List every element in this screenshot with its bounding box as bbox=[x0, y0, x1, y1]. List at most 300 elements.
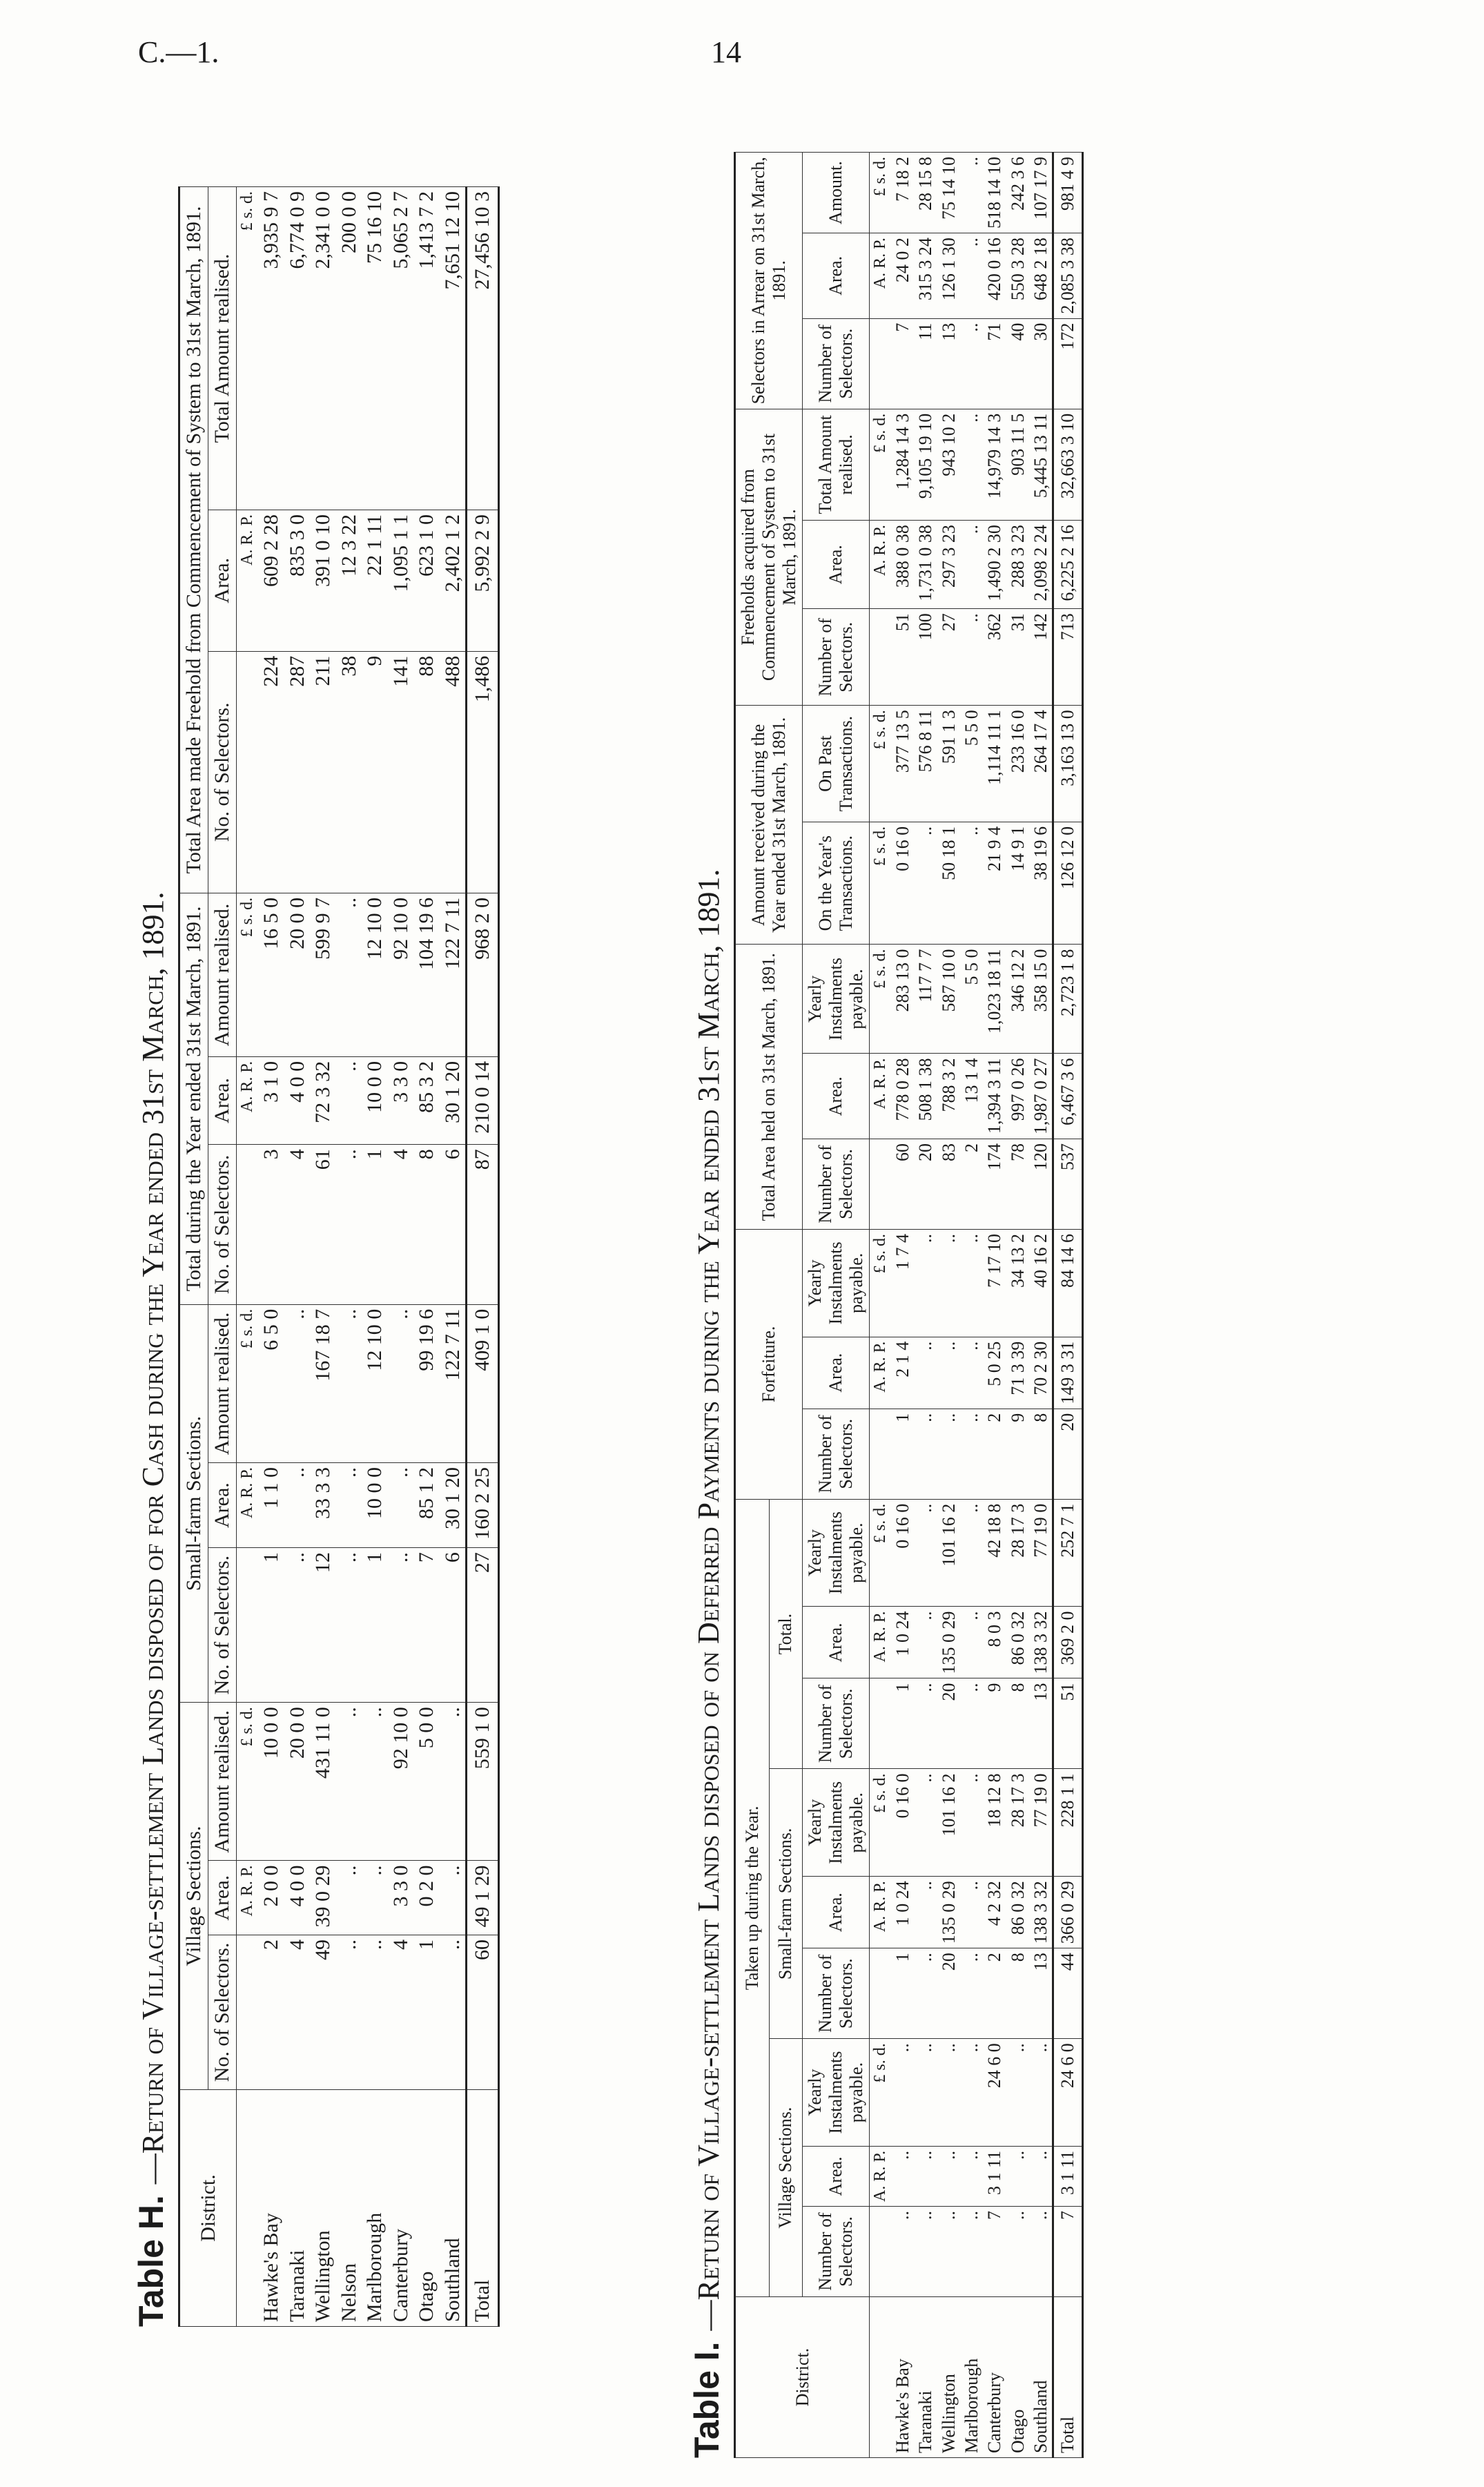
th-area: Area. bbox=[803, 1337, 870, 1409]
table-cell: 297 3 23 bbox=[937, 521, 960, 609]
district-name: Canterbury bbox=[388, 2090, 414, 2327]
table-cell: 30 1 20 bbox=[440, 1463, 467, 1548]
unit-label: A. R. P. bbox=[870, 1877, 892, 1948]
table-cell: 92 10 0 bbox=[388, 1703, 414, 1861]
total-cell: 6,225 2 16 bbox=[1053, 521, 1082, 609]
total-cell: 981 4 9 bbox=[1053, 153, 1082, 233]
table-cell: 78 bbox=[1006, 1139, 1029, 1229]
table-cell: .. bbox=[960, 1607, 983, 1678]
th-amount: Amount realised. bbox=[208, 1703, 237, 1861]
table-cell: 10 0 0 bbox=[362, 1056, 388, 1144]
unit-label bbox=[237, 1145, 259, 1305]
table-row bbox=[284, 187, 311, 2327]
table-cell: 242 3 6 bbox=[1006, 153, 1029, 233]
table-cell: .. bbox=[960, 1678, 983, 1769]
table-h-block bbox=[131, 186, 500, 2327]
total-cell: 27 bbox=[467, 1548, 499, 1703]
total-cell: 228 1 1 bbox=[1053, 1769, 1082, 1877]
table-cell: 3 bbox=[258, 1145, 284, 1305]
total-cell: 3,163 13 0 bbox=[1053, 706, 1082, 822]
table-cell: 0 16 0 bbox=[891, 1499, 914, 1607]
table-cell: 0 16 0 bbox=[891, 1769, 914, 1877]
table-cell: 3 1 11 bbox=[983, 2146, 1006, 2206]
table-cell: 8 0 3 bbox=[983, 1607, 1006, 1678]
unit-label bbox=[237, 2090, 259, 2327]
th-village-sections: Village Sections. bbox=[179, 1703, 208, 2090]
table-cell: 1 7 4 bbox=[891, 1230, 914, 1337]
table-cell: 72 3 32 bbox=[310, 1056, 336, 1144]
table-cell: 6,774 0 9 bbox=[284, 187, 311, 510]
th-area: Area. bbox=[208, 1861, 237, 1935]
table-cell: .. bbox=[960, 521, 983, 609]
th-selectors: Number of Selectors. bbox=[803, 1948, 870, 2039]
table-cell: 99 19 6 bbox=[413, 1304, 440, 1462]
total-cell: 6,467 3 6 bbox=[1053, 1054, 1082, 1139]
total-cell: 1,486 bbox=[467, 651, 499, 893]
table-cell: 18 12 8 bbox=[983, 1769, 1006, 1877]
table-cell: 28 17 3 bbox=[1006, 1769, 1029, 1877]
unit-label bbox=[870, 318, 892, 409]
th-selectors: No. of Selectors. bbox=[208, 651, 237, 893]
table-cell: 101 16 2 bbox=[937, 1499, 960, 1607]
table-cell: 315 3 24 bbox=[914, 233, 937, 319]
table-cell: 6 5 0 bbox=[258, 1304, 284, 1462]
unit-label bbox=[237, 1548, 259, 1703]
th-area: Area. bbox=[803, 233, 870, 319]
table-cell: 508 1 38 bbox=[914, 1054, 937, 1139]
unit-label: £ s. d. bbox=[870, 1230, 892, 1337]
table-cell: .. bbox=[336, 893, 362, 1056]
table-cell: 3 3 0 bbox=[388, 1056, 414, 1144]
unit-label: £ s. d. bbox=[870, 1499, 892, 1607]
table-cell: 28 15 8 bbox=[914, 153, 937, 233]
table-cell: 648 2 18 bbox=[1029, 233, 1053, 319]
th-area: Area. bbox=[208, 1056, 237, 1144]
table-cell: 9,105 19 10 bbox=[914, 409, 937, 520]
table-cell: 4 bbox=[388, 1935, 414, 2089]
table-cell: 518 14 10 bbox=[983, 153, 1006, 233]
th-amount: Amount realised. bbox=[208, 1304, 237, 1462]
th-forfeiture: Forfeiture. bbox=[735, 1230, 803, 1500]
table-cell: 1 bbox=[362, 1145, 388, 1305]
table-cell: 39 0 29 bbox=[310, 1861, 336, 1935]
table-i-label: Table I. bbox=[687, 2341, 726, 2458]
table-cell: 5 5 0 bbox=[960, 945, 983, 1054]
table-cell: .. bbox=[914, 1337, 937, 1409]
total-cell: 32,663 3 10 bbox=[1053, 409, 1082, 520]
table-cell: 1,394 3 11 bbox=[983, 1054, 1006, 1139]
table-cell: 2,098 2 24 bbox=[1029, 521, 1053, 609]
table-cell: 388 0 38 bbox=[891, 521, 914, 609]
table-row bbox=[440, 187, 467, 2327]
total-cell: 27,456 10 3 bbox=[467, 187, 499, 510]
table-cell: 1 0 24 bbox=[891, 1607, 914, 1678]
table-cell: 1 bbox=[362, 1548, 388, 1703]
unit-label: A. R. P. bbox=[870, 1054, 892, 1139]
table-cell: .. bbox=[914, 2039, 937, 2147]
total-cell: 2,723 1 8 bbox=[1053, 945, 1082, 1054]
table-cell: .. bbox=[336, 1145, 362, 1305]
table-cell: 1,114 11 1 bbox=[983, 706, 1006, 822]
table-cell: 0 2 0 bbox=[413, 1861, 440, 1935]
table-i bbox=[734, 152, 1084, 2458]
table-cell: 623 1 0 bbox=[413, 510, 440, 651]
unit-label: A. R. P. bbox=[870, 1337, 892, 1409]
table-cell: .. bbox=[960, 2039, 983, 2147]
table-cell: .. bbox=[937, 1337, 960, 1409]
th-selectors: No. of Selectors. bbox=[208, 1935, 237, 2089]
table-cell: 21 9 4 bbox=[983, 822, 1006, 945]
total-cell: 409 1 0 bbox=[467, 1304, 499, 1462]
th-taken-up: Taken up during the Year. bbox=[735, 1499, 770, 2296]
total-label: Total bbox=[1053, 2297, 1082, 2458]
table-cell: 20 bbox=[914, 1139, 937, 1229]
table-cell: 7 17 10 bbox=[983, 1230, 1006, 1337]
table-row bbox=[914, 153, 937, 2458]
table-cell: .. bbox=[960, 2146, 983, 2206]
th-selectors: Number of Selectors. bbox=[803, 318, 870, 409]
table-cell: 11 bbox=[914, 318, 937, 409]
table-cell: .. bbox=[336, 1861, 362, 1935]
unit-label bbox=[870, 1678, 892, 1769]
table-cell: 431 11 0 bbox=[310, 1703, 336, 1861]
table-cell: 49 bbox=[310, 1935, 336, 2089]
th-selectors: Number of Selectors. bbox=[803, 1409, 870, 1499]
table-cell: .. bbox=[388, 1548, 414, 1703]
unit-label bbox=[870, 1948, 892, 2039]
th-area: Area. bbox=[803, 1877, 870, 1948]
th-amount: Amount realised. bbox=[208, 893, 237, 1056]
unit-label: A. R. P. bbox=[870, 1607, 892, 1678]
table-cell: .. bbox=[891, 2039, 914, 2147]
table-cell: 587 10 0 bbox=[937, 945, 960, 1054]
unit-label bbox=[870, 2206, 892, 2296]
table-cell: .. bbox=[960, 409, 983, 520]
total-row bbox=[1053, 153, 1082, 2458]
table-cell: 77 19 0 bbox=[1029, 1769, 1053, 1877]
table-cell: 117 7 7 bbox=[914, 945, 937, 1054]
table-cell: .. bbox=[960, 1769, 983, 1877]
table-cell: 943 10 2 bbox=[937, 409, 960, 520]
table-cell: 12 bbox=[310, 1548, 336, 1703]
table-cell: .. bbox=[914, 1769, 937, 1877]
table-cell: .. bbox=[914, 1877, 937, 1948]
table-cell: 20 bbox=[937, 1948, 960, 2039]
table-cell: .. bbox=[937, 2146, 960, 2206]
total-label: Total bbox=[467, 2090, 499, 2327]
total-cell: 5,992 2 9 bbox=[467, 510, 499, 651]
table-cell: .. bbox=[937, 2206, 960, 2296]
th-selectors: Number of Selectors. bbox=[803, 2206, 870, 2296]
unit-label: £ s. d. bbox=[237, 1703, 259, 1861]
unit-label: A. R. P. bbox=[237, 510, 259, 651]
units-row bbox=[237, 187, 259, 2327]
table-cell: 30 1 20 bbox=[440, 1056, 467, 1144]
table-cell: .. bbox=[1029, 2206, 1053, 2296]
table-cell: 4 2 32 bbox=[983, 1877, 1006, 1948]
table-cell: .. bbox=[937, 1230, 960, 1337]
table-cell: .. bbox=[960, 2206, 983, 2296]
table-cell: 609 2 28 bbox=[258, 510, 284, 651]
table-cell: 85 3 2 bbox=[413, 1056, 440, 1144]
table-cell: 1,987 0 27 bbox=[1029, 1054, 1053, 1139]
table-cell: 288 3 23 bbox=[1006, 521, 1029, 609]
total-row bbox=[467, 187, 499, 2327]
th-selectors: Number of Selectors. bbox=[803, 1678, 870, 1769]
table-cell: 12 10 0 bbox=[362, 893, 388, 1056]
table-cell: 138 3 32 bbox=[1029, 1877, 1053, 1948]
table-cell: 138 3 32 bbox=[1029, 1607, 1053, 1678]
table-cell: 60 bbox=[891, 1139, 914, 1229]
table-i-title bbox=[687, 152, 727, 2458]
table-cell: .. bbox=[891, 2146, 914, 2206]
table-cell: 22 1 11 bbox=[362, 510, 388, 651]
table-cell: .. bbox=[284, 1463, 311, 1548]
table-cell: 4 bbox=[284, 1145, 311, 1305]
table-cell: 7 18 2 bbox=[891, 153, 914, 233]
table-i-subheader-row bbox=[803, 153, 870, 2458]
unit-label: £ s. d. bbox=[870, 945, 892, 1054]
total-cell: 51 bbox=[1053, 1678, 1082, 1769]
table-cell: 13 bbox=[1029, 1948, 1053, 2039]
th-instalments: Yearly Instalments payable. bbox=[803, 1769, 870, 1877]
total-cell: 20 bbox=[1053, 1409, 1082, 1499]
table-cell: 1 bbox=[891, 1678, 914, 1769]
table-cell: .. bbox=[1029, 2146, 1053, 2206]
table-cell: 28 17 3 bbox=[1006, 1499, 1029, 1607]
table-cell: 7 bbox=[983, 2206, 1006, 2296]
table-cell: 13 bbox=[937, 318, 960, 409]
table-cell: 100 bbox=[914, 609, 937, 706]
total-cell: 559 1 0 bbox=[467, 1703, 499, 1861]
table-cell: 4 bbox=[388, 1145, 414, 1305]
table-cell: 13 1 4 bbox=[960, 1054, 983, 1139]
total-cell: 968 2 0 bbox=[467, 893, 499, 1056]
table-i-block bbox=[687, 152, 1084, 2458]
th-area: Area. bbox=[803, 2146, 870, 2206]
table-cell: 142 bbox=[1029, 609, 1053, 706]
table-cell: 61 bbox=[310, 1145, 336, 1305]
table-cell: .. bbox=[960, 1948, 983, 2039]
table-cell: 550 3 28 bbox=[1006, 233, 1029, 319]
district-name: Otago bbox=[1006, 2297, 1029, 2458]
total-cell: 7 bbox=[1053, 2206, 1082, 2296]
table-cell: .. bbox=[914, 1409, 937, 1499]
table-h-body bbox=[237, 187, 499, 2327]
table-cell: 14,979 14 3 bbox=[983, 409, 1006, 520]
table-cell: .. bbox=[1029, 2039, 1053, 2147]
table-cell: 1,490 2 30 bbox=[983, 521, 1006, 609]
table-cell: 33 3 3 bbox=[310, 1463, 336, 1548]
unit-label: A. R. P. bbox=[870, 521, 892, 609]
table-cell: 7 bbox=[891, 318, 914, 409]
th-smallfarm-sections: Small-farm Sections. bbox=[769, 1769, 802, 2039]
district-name: Wellington bbox=[310, 2090, 336, 2327]
table-cell: .. bbox=[440, 1703, 467, 1861]
unit-label bbox=[237, 651, 259, 893]
table-cell: 420 0 16 bbox=[983, 233, 1006, 319]
table-cell: 141 bbox=[388, 651, 414, 893]
table-row bbox=[1029, 153, 1053, 2458]
th-district: District. bbox=[735, 2297, 870, 2458]
total-cell: 369 2 0 bbox=[1053, 1607, 1082, 1678]
table-cell: .. bbox=[914, 2146, 937, 2206]
table-cell: 122 7 11 bbox=[440, 1304, 467, 1462]
table-cell: 1,095 1 1 bbox=[388, 510, 414, 651]
table-cell: 2 bbox=[983, 1409, 1006, 1499]
table-cell: .. bbox=[914, 822, 937, 945]
th-freehold-total: Total Area made Freehold from Commencement of System to 31st March, 1891. bbox=[179, 187, 208, 893]
table-cell: 1 bbox=[258, 1548, 284, 1703]
district-name: Canterbury bbox=[983, 2297, 1006, 2458]
th-selectors-in-arrear: Selectors in Arrear on 31st March, 1891. bbox=[735, 153, 803, 409]
table-cell: 14 9 1 bbox=[1006, 822, 1029, 945]
table-row bbox=[983, 153, 1006, 2458]
table-cell: .. bbox=[336, 1548, 362, 1703]
table-cell: 5,065 2 7 bbox=[388, 187, 414, 510]
district-name: Marlborough bbox=[362, 2090, 388, 2327]
th-year-total: Total during the Year ended 31st March, 1891. bbox=[179, 893, 208, 1304]
table-cell: 70 2 30 bbox=[1029, 1337, 1053, 1409]
table-cell: 5 5 0 bbox=[960, 706, 983, 822]
table-cell: .. bbox=[914, 1678, 937, 1769]
table-cell: 4 0 0 bbox=[284, 1861, 311, 1935]
table-cell: 40 bbox=[1006, 318, 1029, 409]
table-cell: 233 16 0 bbox=[1006, 706, 1029, 822]
unit-label: A. R. P. bbox=[870, 2146, 892, 2206]
table-cell: 135 0 29 bbox=[937, 1877, 960, 1948]
table-cell: 591 1 3 bbox=[937, 706, 960, 822]
table-cell: .. bbox=[891, 2206, 914, 2296]
table-cell: 283 13 0 bbox=[891, 945, 914, 1054]
table-cell: 86 0 32 bbox=[1006, 1877, 1029, 1948]
table-cell: 16 5 0 bbox=[258, 893, 284, 1056]
unit-label: A. R. P. bbox=[237, 1056, 259, 1144]
table-cell: 4 0 0 bbox=[284, 1056, 311, 1144]
total-cell: 24 6 0 bbox=[1053, 2039, 1082, 2147]
total-cell: 537 bbox=[1053, 1139, 1082, 1229]
table-row bbox=[413, 187, 440, 2327]
th-instalments: Yearly Instalments payable. bbox=[803, 945, 870, 1054]
table-cell: 83 bbox=[937, 1139, 960, 1229]
table-cell: 1,413 7 2 bbox=[413, 187, 440, 510]
unit-label: £ s. d. bbox=[237, 1304, 259, 1462]
table-cell: 71 bbox=[983, 318, 1006, 409]
table-cell: 211 bbox=[310, 651, 336, 893]
table-cell: .. bbox=[914, 1948, 937, 2039]
district-name: Taranaki bbox=[914, 2297, 937, 2458]
table-cell: 5 0 0 bbox=[413, 1703, 440, 1861]
table-cell: 576 8 11 bbox=[914, 706, 937, 822]
table-cell: 2 0 0 bbox=[258, 1861, 284, 1935]
total-cell: 149 3 31 bbox=[1053, 1337, 1082, 1409]
table-row bbox=[960, 153, 983, 2458]
table-cell: .. bbox=[336, 1935, 362, 2089]
table-cell: .. bbox=[388, 1463, 414, 1548]
table-cell: .. bbox=[937, 2039, 960, 2147]
table-cell: 122 7 11 bbox=[440, 893, 467, 1056]
table-cell: 77 19 0 bbox=[1029, 1499, 1053, 1607]
unit-label: £ s. d. bbox=[237, 893, 259, 1056]
table-h-title bbox=[131, 186, 171, 2327]
table-cell: .. bbox=[960, 822, 983, 945]
th-selectors: No. of Selectors. bbox=[208, 1548, 237, 1703]
table-h-label: Table H. bbox=[132, 2195, 170, 2327]
total-cell: 366 0 29 bbox=[1053, 1877, 1082, 1948]
table-cell: 362 bbox=[983, 609, 1006, 706]
table-cell: 2,402 1 2 bbox=[440, 510, 467, 651]
table-cell: .. bbox=[284, 1548, 311, 1703]
table-cell: 224 bbox=[258, 651, 284, 893]
unit-label: £ s. d. bbox=[870, 409, 892, 520]
table-cell: 42 18 8 bbox=[983, 1499, 1006, 1607]
table-cell: 1 bbox=[891, 1948, 914, 2039]
table-cell: .. bbox=[960, 1230, 983, 1337]
table-cell: 24 0 2 bbox=[891, 233, 914, 319]
table-cell: 30 bbox=[1029, 318, 1053, 409]
unit-label: £ s. d. bbox=[870, 822, 892, 945]
table-cell: 2,341 0 0 bbox=[310, 187, 336, 510]
table-cell: .. bbox=[960, 609, 983, 706]
table-cell: 10 0 0 bbox=[258, 1703, 284, 1861]
table-cell: 3 1 0 bbox=[258, 1056, 284, 1144]
table-row bbox=[891, 153, 914, 2458]
total-cell: 84 14 6 bbox=[1053, 1230, 1082, 1337]
table-h bbox=[178, 186, 500, 2327]
table-i-body bbox=[870, 153, 1083, 2458]
table-cell: 0 16 0 bbox=[891, 822, 914, 945]
table-cell: 85 1 2 bbox=[413, 1463, 440, 1548]
table-cell: .. bbox=[362, 1935, 388, 2089]
table-cell: .. bbox=[914, 1230, 937, 1337]
table-cell: 12 10 0 bbox=[362, 1304, 388, 1462]
table-cell: .. bbox=[362, 1861, 388, 1935]
table-cell: 599 9 7 bbox=[310, 893, 336, 1056]
unit-label bbox=[870, 1139, 892, 1229]
table-cell: 126 1 30 bbox=[937, 233, 960, 319]
table-cell: 75 14 10 bbox=[937, 153, 960, 233]
th-amount-received: Amount received during the Year ended 31st March, 1891. bbox=[735, 706, 803, 945]
table-cell: 8 bbox=[413, 1145, 440, 1305]
table-cell: 174 bbox=[983, 1139, 1006, 1229]
table-cell: .. bbox=[440, 1861, 467, 1935]
unit-label bbox=[870, 2297, 892, 2458]
table-cell: .. bbox=[336, 1056, 362, 1144]
th-total-amount: Total Amount realised. bbox=[803, 409, 870, 520]
district-name: Otago bbox=[413, 2090, 440, 2327]
table-cell: 31 bbox=[1006, 609, 1029, 706]
table-cell: 1 bbox=[891, 1409, 914, 1499]
table-cell: 2 bbox=[258, 1935, 284, 2089]
th-selectors: Number of Selectors. bbox=[803, 1139, 870, 1229]
total-cell: 160 2 25 bbox=[467, 1463, 499, 1548]
table-cell: .. bbox=[336, 1703, 362, 1861]
table-cell: 488 bbox=[440, 651, 467, 893]
table-cell: .. bbox=[960, 1499, 983, 1607]
table-cell: 5 0 25 bbox=[983, 1337, 1006, 1409]
table-i-title-text: —Return of Village-settlement Lands disposed of on Deferred Payments during the Year ended 31st March, 1891. bbox=[692, 869, 725, 2331]
table-cell: 38 19 6 bbox=[1029, 822, 1053, 945]
table-cell: .. bbox=[960, 1409, 983, 1499]
table-row bbox=[388, 187, 414, 2327]
table-cell: 6 bbox=[440, 1145, 467, 1305]
table-cell: 2 bbox=[983, 1948, 1006, 2039]
table-h-title-text: —Return of Village-settlement Lands disposed of for Cash during the Year ended 31st March, 1891. bbox=[136, 891, 170, 2185]
table-cell: 38 bbox=[336, 651, 362, 893]
table-cell: 104 19 6 bbox=[413, 893, 440, 1056]
table-cell: .. bbox=[937, 1409, 960, 1499]
table-row bbox=[258, 187, 284, 2327]
